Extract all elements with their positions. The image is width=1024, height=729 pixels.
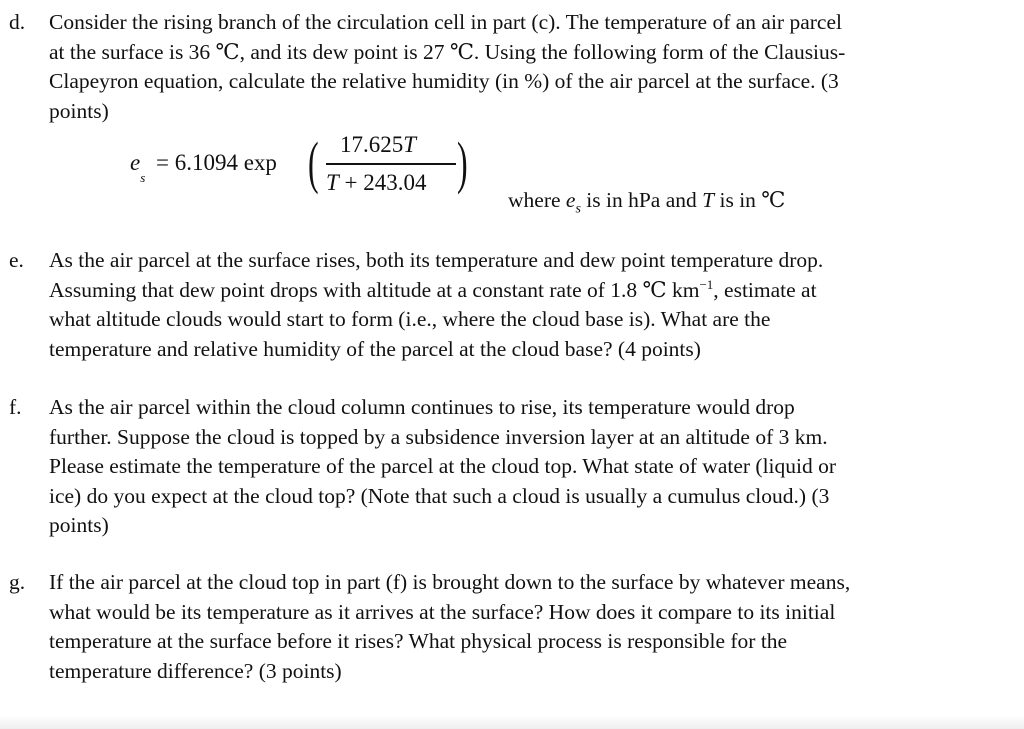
text-line: Please estimate the temperature of the parcel at the cloud top. What state of water (liquid or (49, 454, 837, 478)
right-paren: ) (457, 130, 468, 195)
left-paren: ( (308, 130, 319, 195)
text-line: If the air parcel at the cloud top in part (f) is brought down to the surface by whatever means, (49, 570, 851, 594)
question-label: f. (9, 395, 22, 419)
text-line: As the air parcel within the cloud column continues to rise, its temperature would drop (49, 395, 795, 419)
text-line: Clapeyron equation, calculate the relative humidity (in %) of the air parcel at the surface. (3 (49, 69, 839, 93)
text-line: Assuming that dew point drops with altitude at a constant rate of 1.8 ℃ $km^{-1}$, estimate at (49, 276, 817, 302)
text-line: points) (49, 98, 109, 123)
question-label: d. (9, 10, 26, 34)
question-text (49, 246, 1009, 364)
equation-note: where $e_s$ is in hPa and T is in ℃ (508, 188, 786, 217)
text-line: temperature difference? (3 points) (49, 658, 342, 683)
text-line: Consider the rising branch of the circulation cell in part (c). The temperature of an air parcel (49, 10, 842, 34)
question-text (49, 8, 1009, 126)
page-bottom-edge (0, 715, 1024, 729)
equation-numerator: 17.625T (340, 132, 417, 157)
equation-denominator: T + 243.04 (326, 170, 427, 195)
text-line: at the surface is 36 ℃, and its dew point is 27 ℃. Using the following form of the Clausius- (49, 39, 846, 64)
question-label: g. (9, 570, 26, 594)
question-text (49, 568, 1009, 686)
text-line: ice) do you expect at the cloud top? (Note that such a cloud is usually a cumulus cloud.) (3 (49, 483, 830, 508)
question-label: e. (9, 248, 24, 272)
text-line: what altitude clouds would start to form (i.e., where the cloud base is). What are the (49, 307, 771, 331)
text-line: temperature and relative humidity of the parcel at the cloud base? (4 points) (49, 336, 701, 361)
text-line: points) (49, 513, 109, 537)
text-line: further. Suppose the cloud is topped by a subsidence inversion layer at an altitude of 3 km. (49, 424, 828, 449)
text-line: As the air parcel at the surface rises, both its temperature and dew point temperature drop. (49, 248, 824, 272)
equation-rhs-prefix: = 6.1094 exp (156, 150, 277, 175)
fraction-bar (326, 163, 456, 165)
question-text (49, 393, 1009, 541)
clausius-clapeyron-equation (128, 126, 488, 206)
text-line: what would be its temperature as it arrives at the surface? How does it compare to its initial (49, 599, 836, 624)
equation-lhs: $e_s$ (130, 150, 146, 185)
text-line: temperature at the surface before it rises? What physical process is responsible for the (49, 629, 788, 653)
